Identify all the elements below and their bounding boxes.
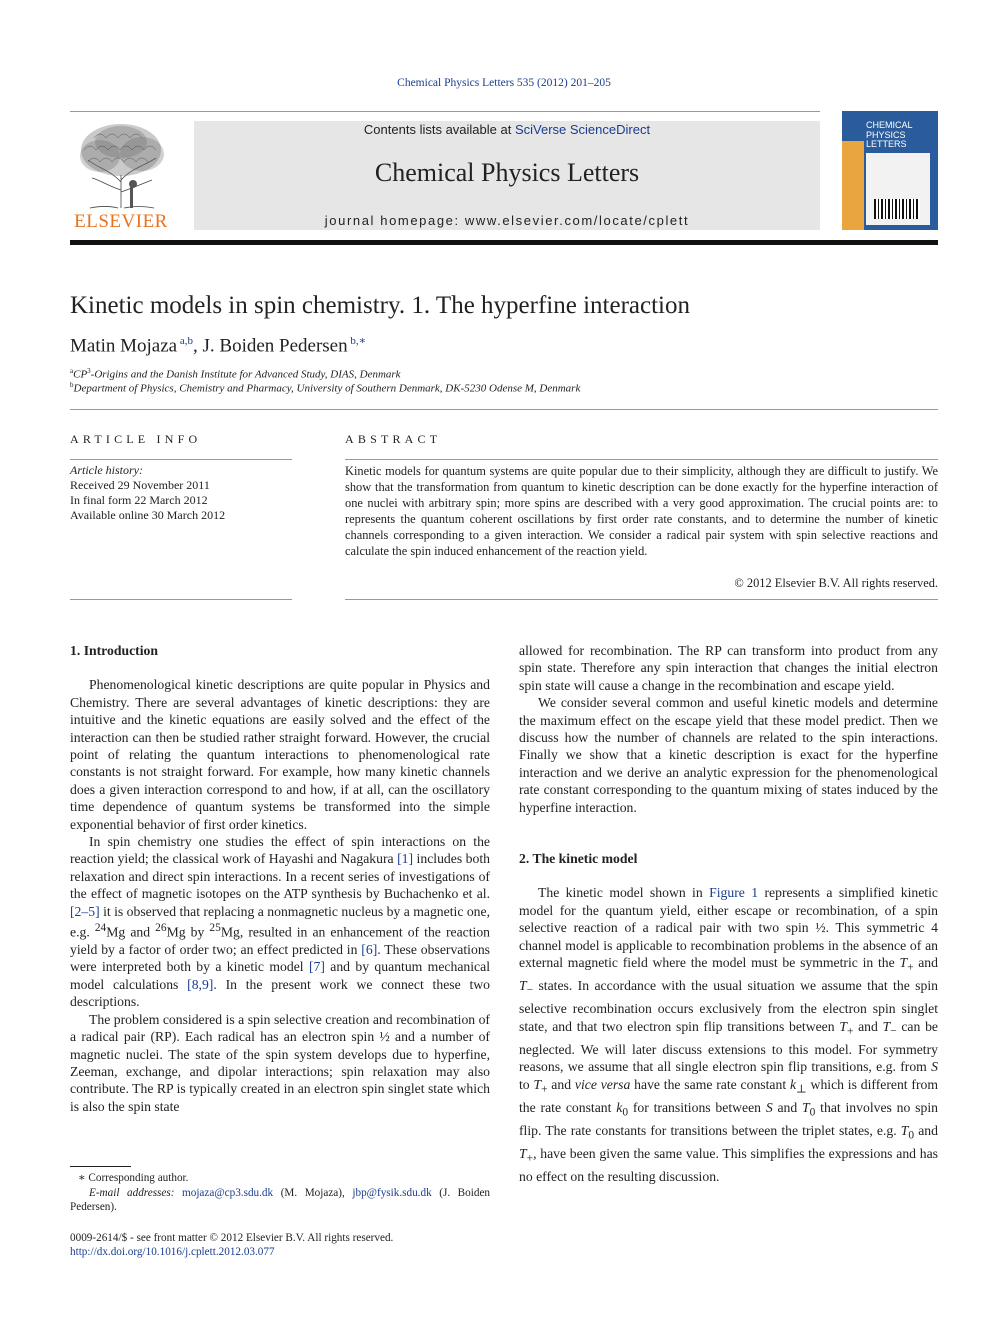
footnotes (70, 1171, 490, 1215)
reference-link[interactable]: [7] (308, 959, 325, 975)
abstract-heading: ABSTRACT (345, 432, 442, 446)
reference-link[interactable]: [1] (397, 851, 414, 867)
reference-link[interactable]: [2–5] (70, 903, 100, 919)
author-name: J. Boiden Pedersen (202, 335, 348, 357)
section-heading: 2. The kinetic model (519, 851, 638, 867)
author-name: Matin Mojaza (70, 335, 178, 357)
issn-line: 0009-2614/$ - see front matter © 2012 Elsevier B.V. All rights reserved. (70, 1232, 394, 1244)
paragraph: The problem considered is a spin selective creation and recombination of a radical pair (RP). Each radical has an electron spin ½ and a number of magnetic nuclei. The state of the spin system develops due to hyperfine, Zeeman, exchange, and dipolar interactions; spin relaxation may also contribute. The RP is typically created in an electron spin singlet state which is also the spin state (70, 1011, 490, 1114)
paragraph: The kinetic model shown in Figure 1 represents a simplified kinetic model for the quantum yield, either escape or recombination, of a spin selective reaction of a radical pair with two spin ½. This symmetric 4 channel model is applicable to recombination problems in the absence of an external magnetic field where the model must be symmetric in the $T_+$ and $T_-$ states. In accordance with the usual situation we assume that the spin selective recombination occurs exclusively from the electron spin singlet state, and that two electron spin flip transitions between $T_+$ and $T_-$ can be neglected. We will later discuss extensions to this model. For symmetry reasons, we assume that all single electron spin flip transitions, e.g. from S to $T_+$ and vice versa have the same rate constant $k_\perp$ which is different from the rate constant $k_0$ for transitions between S and $T_0$ that involves no spin flip. The rate constants for transitions between the triplet states, e.g. $T_0$ and $T_+$, have been given the same value. This simplifies the expressions and has no effect on the resulting discussion. (519, 885, 939, 1185)
doi-link[interactable]: http://dx.doi.org/10.1016/j.cplett.2012.03.077 (70, 1246, 275, 1258)
copyright-notice: © 2012 Elsevier B.V. All rights reserved. (734, 576, 938, 590)
info-rule (70, 599, 292, 600)
author-list: Matin Mojaza $^{a,b}$, J. Boiden Pedersen $^{b,∗}$ (70, 335, 367, 357)
journal-homepage[interactable]: journal homepage: www.elsevier.com/locate/cplett (324, 213, 690, 228)
contents-line: Contents lists available at SciVerse ScienceDirect (363, 122, 651, 137)
journal-name: Chemical Physics Letters (374, 158, 640, 187)
abstract-rule (345, 599, 938, 600)
abstract-text: Kinetic models for quantum systems are quite popular due to their simplicity, although they are difficult to justify. We show that the transformation from quantum to kinetic description can be done exactly for the hyperfine interaction of one nuclei with arbitrary spin; more spins are described with a very good approximation. The crucial points are: to represents the quantum coherent oscillations by first order rate constants, and to determine the number of kinetic channels corresponding to a given interaction. We consider a radical pair system with spin selective reactions and calculate the spin induced enhancement of the reaction yield. (345, 464, 938, 558)
top-rule (70, 111, 820, 112)
paragraph: Phenomenological kinetic descriptions are quite popular in Physics and Chemistry. There are several advantages of kinetic descriptions: they are intuitive and the kinetic equations are easily solved and the effect of the interaction can then be studied rather straight forward. However, the crucial point of relating the quantum interactions to phenomenological rate constants is not straight forward. For example, how many kinetic channels does a given interaction correspond to and how, if at all, can the oscillatory time dependence of quantum systems be transformed into the simple exponential behavior of first order kinetics. (70, 677, 490, 832)
section-heading: 1. Introduction (70, 643, 158, 658)
reference-link[interactable]: [8,9] (187, 976, 214, 992)
article-history: Article history: Received 29 November 2011 In final form 22 March 2012 Available online 30 March 2012 (70, 463, 226, 522)
elsevier-wordmark: ELSEVIER (74, 211, 168, 232)
issn-block (70, 1231, 393, 1259)
affiliation-marks[interactable]: a,b (179, 335, 193, 347)
figure-link[interactable]: Figure 1 (709, 885, 759, 901)
email-link[interactable]: jbp@fysik.sdu.dk (352, 1186, 432, 1199)
body-column-left (70, 642, 490, 1115)
paragraph: allowed for recombination. The RP can transform into product from any spin state. Therefore any spin interaction that changes the initial electron spin state will cause a change in the recombination and escape yield. (519, 643, 938, 693)
body-column-right (519, 642, 938, 1186)
masthead-rule (70, 240, 938, 245)
affiliation-marks[interactable]: b,∗ (350, 335, 367, 347)
article-title: Kinetic models in spin chemistry. 1. The hyperfine interaction (70, 292, 690, 319)
cover-stripe (842, 141, 864, 230)
affiliation-a: $^aCP^3$-Origins and the Danish Institute for Advanced Study, DIAS, Denmark (70, 367, 401, 381)
journal-citation[interactable]: Chemical Physics Letters 535 (2012) 201–205 (397, 77, 611, 89)
journal-masthead (194, 121, 820, 230)
paragraph: In spin chemistry one studies the effect of spin interactions on the reaction yield; the classical work of Hayashi and Nagakura [1] includes both relaxation and direct spin interactions. In a recent series of investigations of the effect of magnetic isotopes on the ATP synthesis by Buchachenko et al. [2–5] it is observed that replacing a nonmagnetic nucleus by a magnetic one, e.g. $^{24}$Mg and $^{26}$Mg by $^{25}$Mg, resulted in an enhancement of the reaction yield by a factor of order two; an effect predicted in [6]. These observations were interpreted both by a kinetic model [7] and by quantum mechanical model calculations [8,9]. In the present work we connect these two descriptions. (70, 834, 491, 1010)
header-rule (70, 409, 938, 410)
info-rule (70, 459, 292, 460)
journal-cover-image (842, 111, 938, 230)
footnote-rule (70, 1166, 131, 1167)
email-link[interactable]: mojaza@cp3.sdu.dk (182, 1186, 274, 1199)
cover-title: CHEMICAL PHYSICS LETTERS (866, 120, 913, 149)
reference-link[interactable]: [6] (361, 942, 378, 958)
corresponding-author-note: ∗ Corresponding author. (78, 1172, 189, 1184)
affiliation-b: $^b$Department of Physics, Chemistry and Pharmacy, University of Southern Denmark, DK-5230 Odense M, Denmark (70, 381, 581, 395)
article-info-heading: ARTICLE INFO (70, 432, 202, 446)
cover-barcode (874, 199, 920, 219)
abstract-rule (345, 459, 938, 460)
sciencedirect-link[interactable]: SciVerse ScienceDirect (514, 122, 651, 137)
email-note: E-mail addresses: mojaza@cp3.sdu.dk (M. Mojaza), jbp@fysik.sdu.dk (J. Boiden Pedersen). (70, 1186, 490, 1213)
paragraph: We consider several common and useful kinetic models and determine the maximum effect on the escape yield that these model predict. Then we discuss how the number of channels are related to the spin interactions. Finally we show that a kinetic description is exact for the hyperfine interaction and we derive an analytic expression for the phenomenological rate constant corresponding to the quantum mixing of states induced by the hyperfine interaction. (519, 695, 938, 815)
